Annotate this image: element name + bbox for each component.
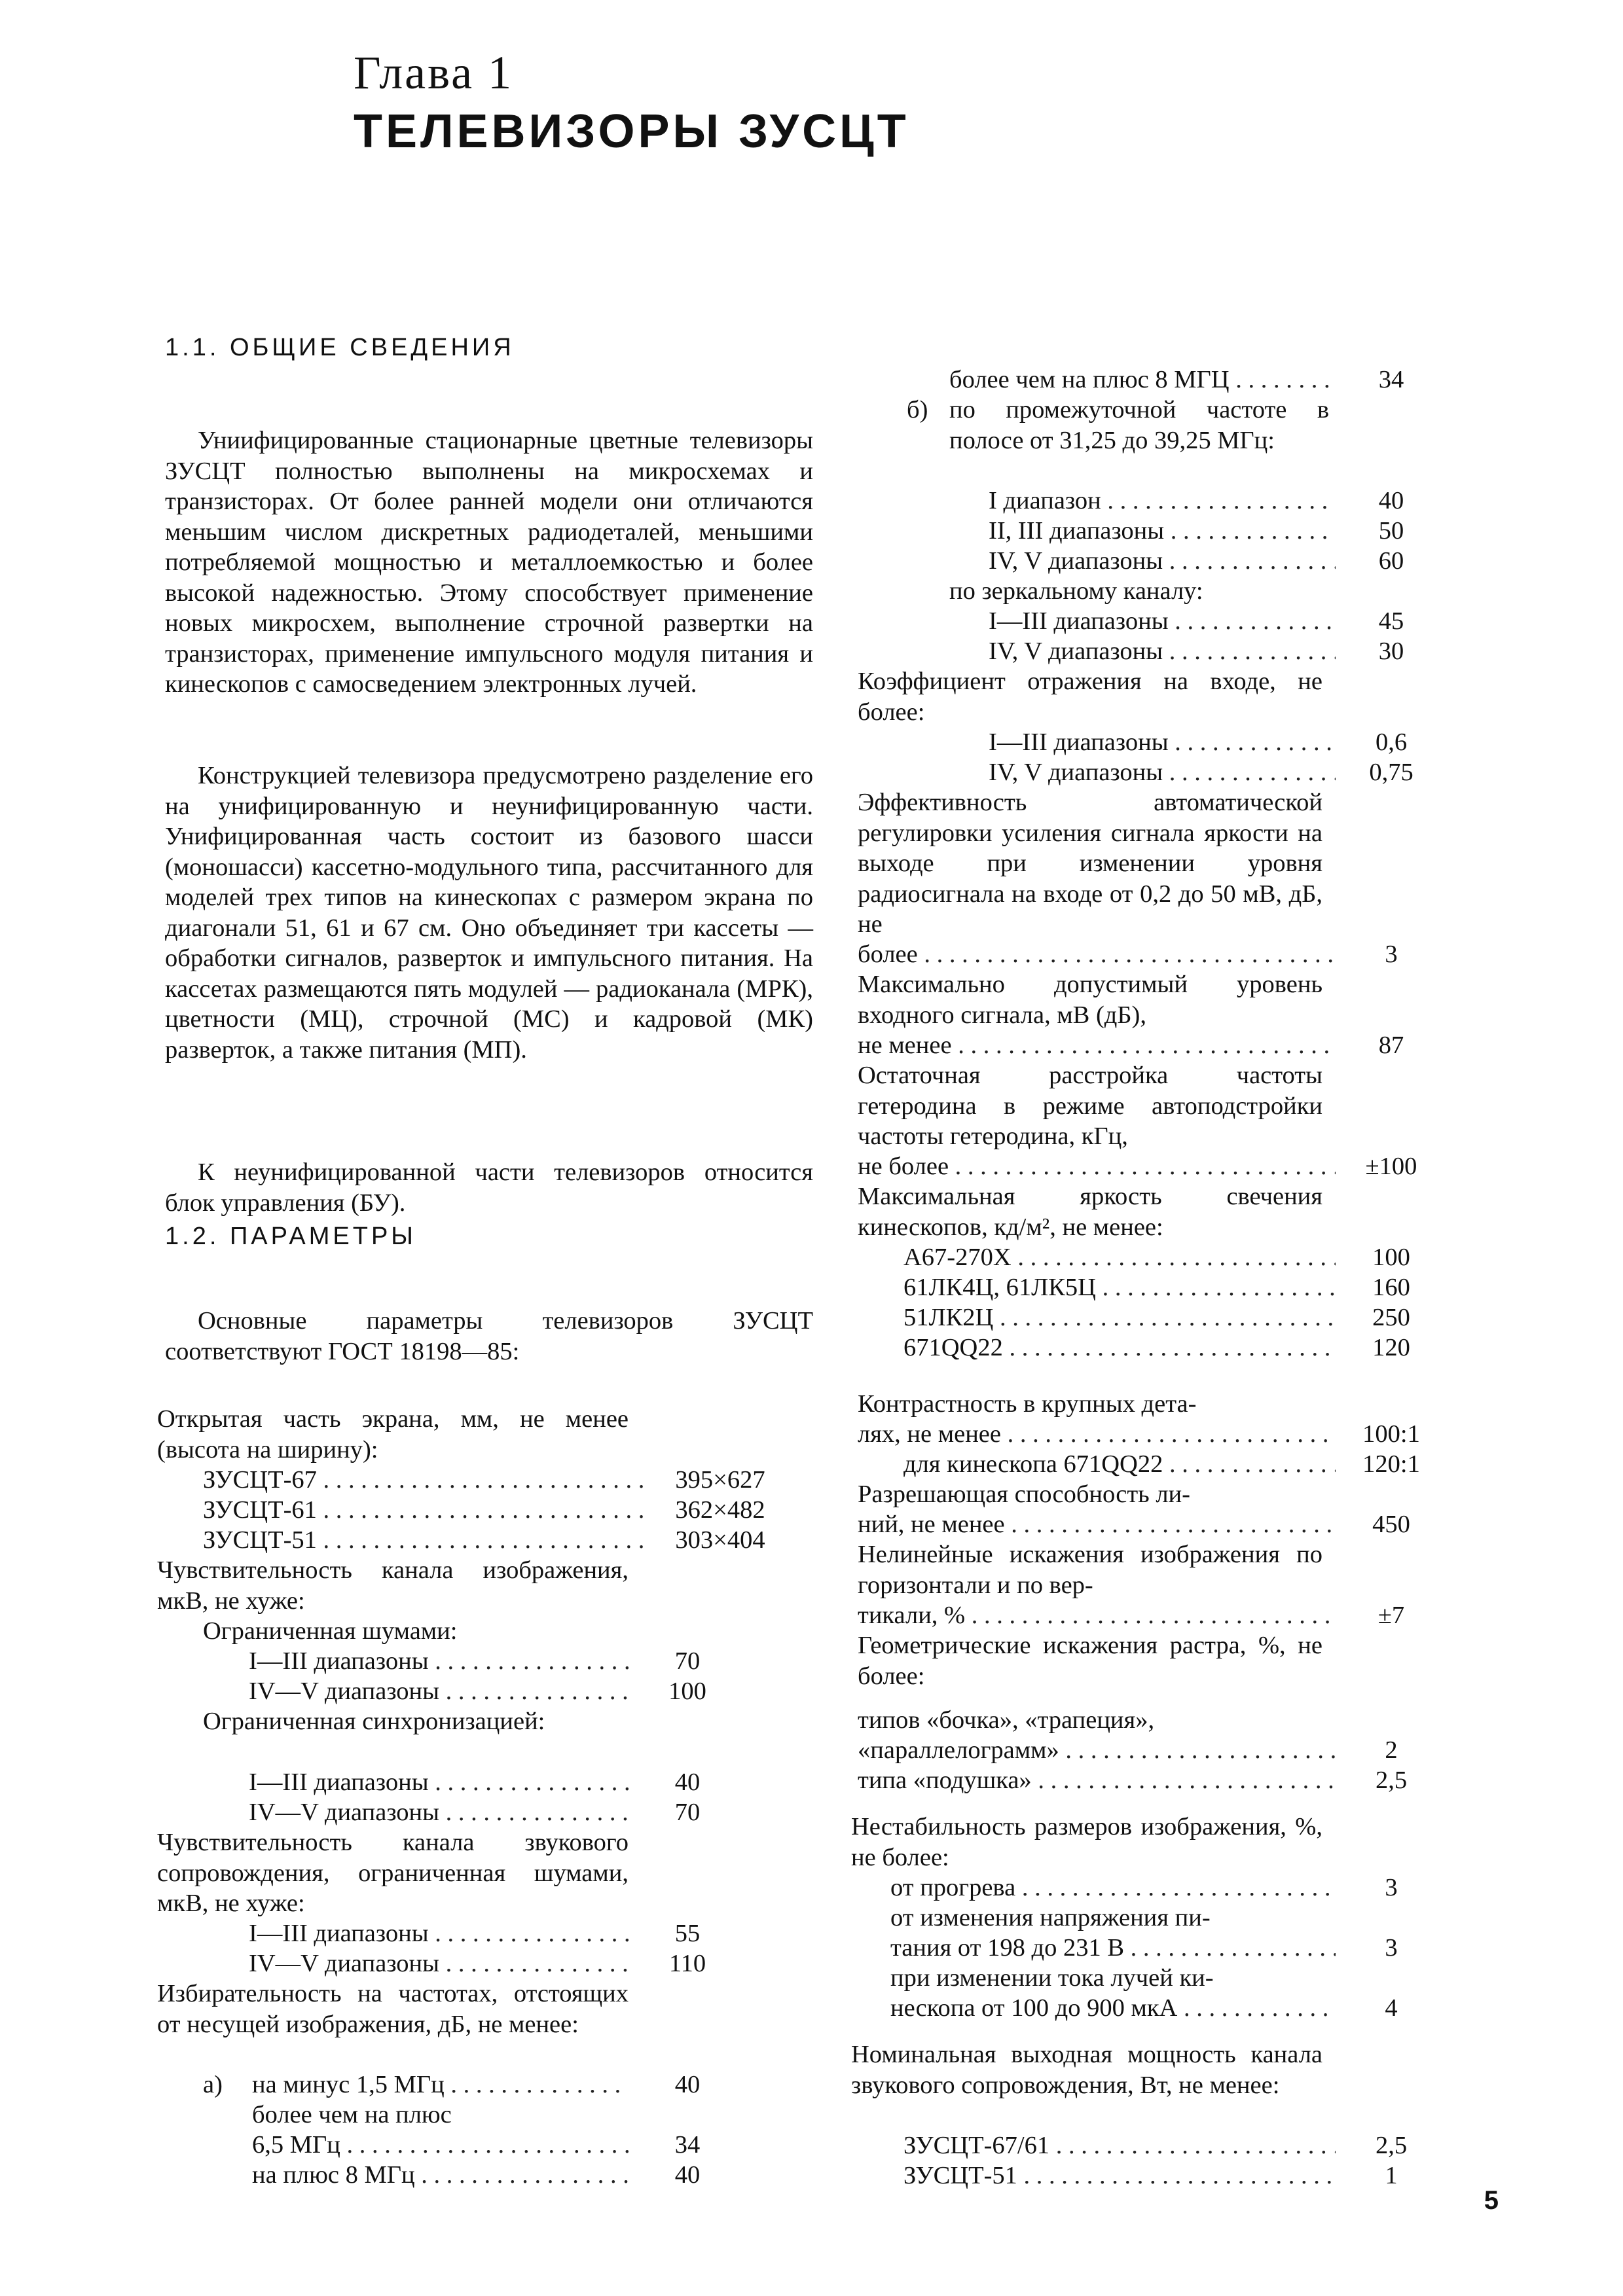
- screen-row: ЗУСЦТ-61 . . . 362×482: [203, 1495, 792, 1525]
- mirror-row: I—III диапазоны . . . 45: [989, 606, 1447, 636]
- contrast-row: для кинескопа 671QQ22 . . . 120:1: [903, 1449, 1447, 1479]
- geometric-text: Геометрические искажения растра, %, не более:: [858, 1632, 1322, 1690]
- detune-row: не более . . . ±100: [858, 1151, 1447, 1181]
- max-input-text: Максимально допустимый уровень входного сигнала, мВ (дБ),: [858, 971, 1322, 1029]
- power-text: Номинальная выходная мощность канала звукового сопровождения, Вт, не менее:: [851, 2041, 1322, 2099]
- screen-heading: Открытая часть экрана, мм, не менее (высота на ширину):: [157, 1405, 629, 1463]
- paragraph-general-1: Униифицированные стационарные цветные телевизоры ЗУСЦТ полностью выполнены на микросхемах и транзисторах. От более ранней модели они отличаются меньшим числом дискретных радиодеталей, меньшими потребляемой мощностью и металлоемкостью и более высокой надежностью. Этому способствует применение новых микросхем, выполнение строчной развертки на транзисторах, применение импульсного модуля питания и кинескопов с самосведением электронных лучей.: [165, 427, 813, 698]
- screen-row: ЗУСЦТ-51 . . . 303×404: [203, 1525, 792, 1555]
- reflection-heading: Коэффициент отражения на входе, не более:: [858, 668, 1322, 726]
- instability-row: тания от 198 до 231 В . . . 3: [890, 1933, 1447, 1963]
- paragraph-general-2: Конструкцией телевизора предусмотрено разделение его на унифицированную и неунифицированную части. Унифицированная часть состоит из базового шасси (моношасси) кассетно-модульного типа, рассчитанного для моделей трех типов на кинескопах с размером экрана по диагонали 51, 61 и 67 см. Оно объединяет три кассеты — обработки сигналов, разверток и импульсного питания. На кассетах размещаются пять модулей — радиоканала (МРК), цветности (МЦ), строчной (МС) и кадровой (МК) разверток, а также питания (МП).: [165, 762, 813, 1064]
- noise-row: I—III диапазоны . . . 70: [249, 1646, 746, 1676]
- selectivity-row: 6,5 МГц . . . 34: [252, 2130, 746, 2160]
- brightness-heading: Максимальная яркость свечения кинескопов, кд/м², не менее:: [858, 1183, 1322, 1241]
- sensitivity-heading: Чувствительность канала изображения, мкВ, не хуже:: [157, 1556, 629, 1615]
- brightness-row: 61ЛК4Ц, 61ЛК5Ц . . . 160: [903, 1272, 1447, 1302]
- nonlinear-text: Нелинейные искажения изображения по горизонтали и по вер-: [858, 1541, 1322, 1599]
- geometric-line: типов «бочка», «трапеция»,: [858, 1706, 1155, 1734]
- contrast-row: лях, не менее . . . 100:1: [858, 1419, 1447, 1449]
- chapter-label: Глава 1: [354, 46, 514, 99]
- sound-heading: Чувствительность канала звукового сопровождения, ограниченная шумами, мкВ, не хуже:: [157, 1829, 629, 1917]
- contrast-text: Контрастность в крупных дета-: [858, 1390, 1197, 1418]
- sync-row: IV—V диапазоны . . . 70: [249, 1797, 746, 1827]
- selectivity-row: на плюс 8 МГц . . . 40: [252, 2160, 746, 2190]
- detune-text: Остаточная расстройка частоты гетеродина в режиме автоподстройки частоты гетеродина, кГц,: [858, 1062, 1322, 1150]
- nonlinear-row: тикали, % . . . ±7: [858, 1600, 1447, 1630]
- instability-line: при изменении тока лучей ки-: [890, 1964, 1214, 1992]
- reflection-row: IV, V диапазоны . . . 0,75: [989, 757, 1447, 787]
- chapter-title: ТЕЛЕВИЗОРЫ ЗУСЦТ: [354, 105, 909, 158]
- power-row: ЗУСЦТ-67/61 . . . 2,5: [903, 2130, 1447, 2161]
- if-row: IV, V диапазоны . . . 60: [989, 546, 1447, 576]
- resolution-row: ний, не менее . . . 450: [858, 1509, 1447, 1539]
- screen-row: ЗУСЦТ-67 . . . 395×627: [203, 1465, 792, 1495]
- if-row: II, III диапазоны . . . 50: [989, 516, 1447, 546]
- page-number: 5: [1484, 2186, 1499, 2215]
- parameters-intro: Основные параметры телевизоров ЗУСЦТ соответствуют ГОСТ 18198—85:: [165, 1307, 813, 1365]
- selectivity-row: более чем на плюс 8 МГЦ . . . 34: [949, 365, 1447, 395]
- instability-row: от прогрева . . . 3: [890, 1873, 1447, 1903]
- instability-text: Нестабильность размеров изображения, %, не более:: [851, 1813, 1322, 1871]
- section-heading-general: 1.1. ОБЩИЕ СВЕДЕНИЯ: [165, 334, 515, 361]
- selectivity-row: на минус 1,5 МГц . . . 40: [252, 2070, 746, 2100]
- resolution-text: Разрешающая способность ли-: [858, 1480, 1190, 1508]
- brightness-row: 51ЛК2Ц . . . 250: [903, 1302, 1447, 1333]
- selectivity-b-label: б): [907, 396, 928, 423]
- mirror-row: IV, V диапазоны . . . 30: [989, 636, 1447, 666]
- sound-row: IV—V диапазоны . . . 110: [249, 1948, 746, 1979]
- selectivity-heading: Избирательность на частотах, отстоящих от несущей изображения, дБ, не менее:: [157, 1980, 629, 2038]
- power-row: ЗУСЦТ-51 . . . 1: [903, 2161, 1447, 2191]
- agc-text: Эффективность автоматической регулировки усиления сигнала яркости на выходе при изменении уровня радиосигнала на входе от 0,2 до 50 мВ, дБ, не: [858, 789, 1322, 938]
- instability-line: от изменения напряжения пи-: [890, 1904, 1211, 1931]
- geometric-row: типа «подушка» . . . 2,5: [858, 1765, 1447, 1795]
- paragraph-general-3: К неунифицированной части телевизоров относится блок управления (БУ).: [165, 1158, 813, 1217]
- selectivity-b-text: по промежуточной частоте в полосе от 31,25 до 39,25 МГц:: [949, 396, 1329, 454]
- sync-row: I—III диапазоны . . . 40: [249, 1767, 746, 1797]
- mirror-heading: по зеркальному каналу:: [949, 577, 1203, 605]
- max-input-row: не менее . . . 87: [858, 1030, 1447, 1060]
- if-row: I диапазон . . . 40: [989, 486, 1447, 516]
- brightness-row: А67-270Х . . . 100: [903, 1242, 1447, 1272]
- sound-row: I—III диапазоны . . . 55: [249, 1918, 746, 1948]
- section-heading-parameters: 1.2. ПАРАМЕТРЫ: [165, 1223, 416, 1250]
- agc-row: более . . . 3: [858, 939, 1447, 969]
- reflection-row: I—III диапазоны . . . 0,6: [989, 727, 1447, 757]
- sync-heading: Ограниченная синхронизацией:: [203, 1708, 545, 1735]
- noise-heading: Ограниченная шумами:: [203, 1617, 458, 1645]
- geometric-row: «параллелограмм» . . . 2: [858, 1735, 1447, 1765]
- selectivity-a2-line: более чем на плюс: [252, 2101, 452, 2128]
- noise-row: IV—V диапазоны . . . 100: [249, 1676, 746, 1706]
- brightness-row: 671QQ22 . . . 120: [903, 1333, 1447, 1363]
- instability-row: нескопа от 100 до 900 мкА . . . 4: [890, 1993, 1447, 2023]
- selectivity-a-label: а): [203, 2071, 223, 2098]
